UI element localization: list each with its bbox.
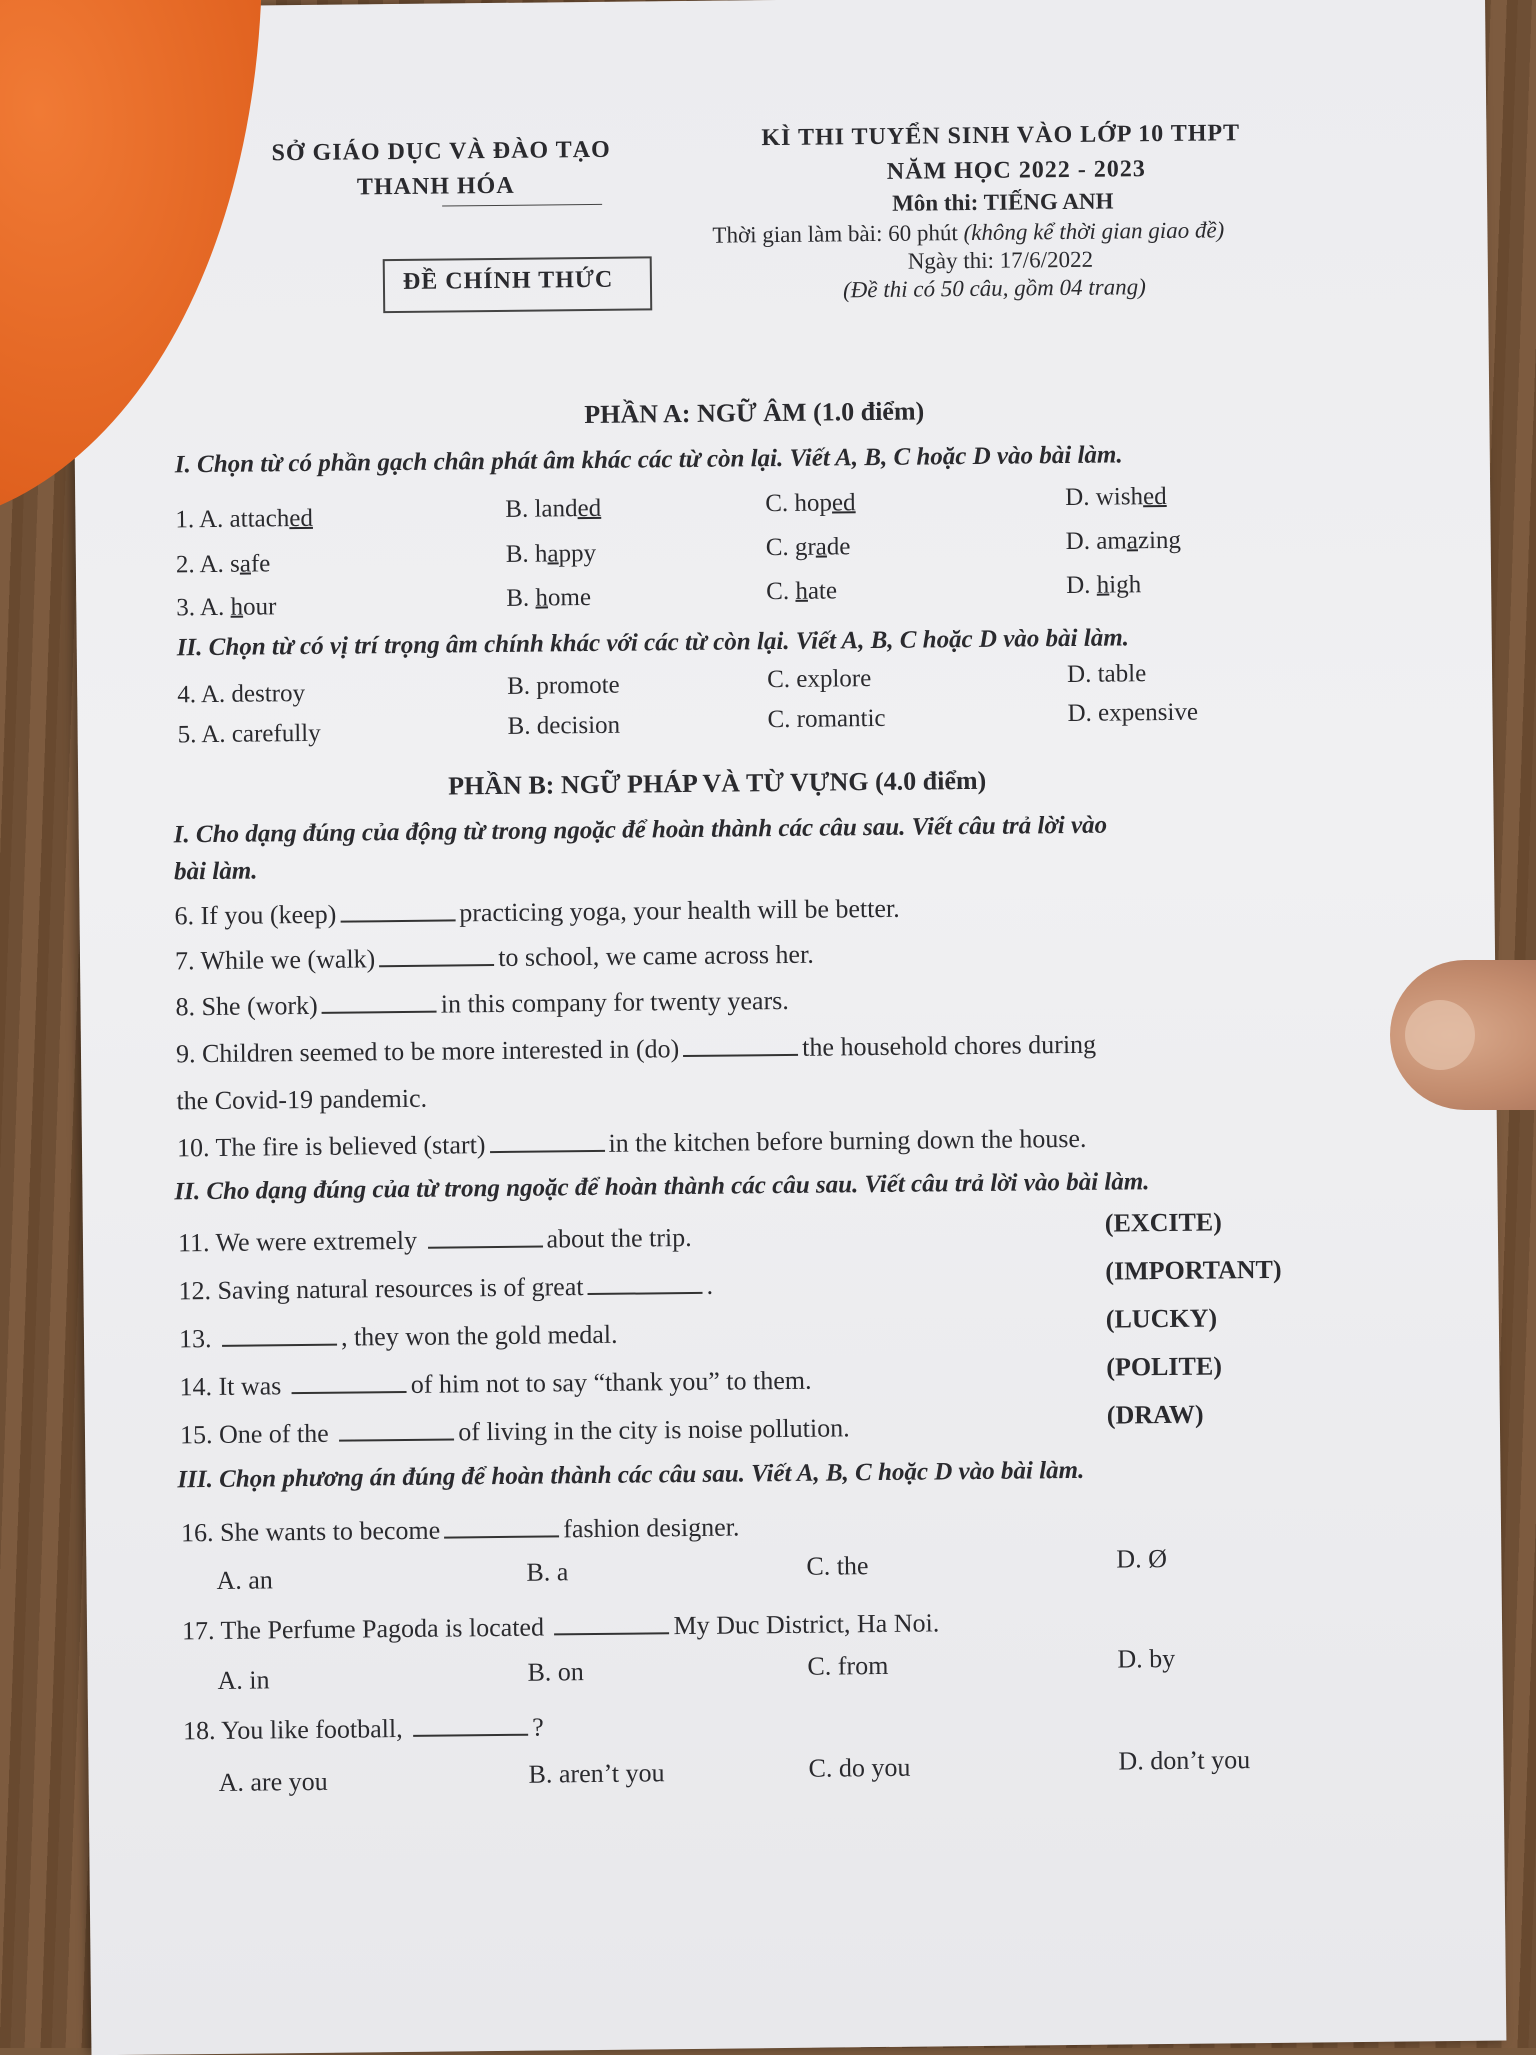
answer-blank [555, 1630, 670, 1635]
q5-option-c: C. romantic [767, 704, 886, 734]
page-count: (Đề thi có 50 câu, gồm 04 trang) [842, 274, 1146, 303]
question-15: 15. One of the of living in the city is noise pollution. [179, 1413, 850, 1450]
question-16: 16. She wants to become fashion designer. [180, 1512, 740, 1548]
part-a-instruction-1: I. Chọn từ có phần gạch chân phát âm khác các từ còn lại. Viết A, B, C hoặc D vào bài làm. [174, 441, 1123, 479]
q18-option-a: A. are you [218, 1766, 328, 1797]
q13-root-word: (LUCKY) [1105, 1303, 1218, 1334]
question-18: 18. You like football, ? [182, 1712, 544, 1746]
subject: Môn thi: TIẾNG ANH [892, 188, 1114, 216]
header-divider [442, 204, 602, 207]
question-8: 8. She (work) in this company for twenty years. [175, 985, 789, 1022]
question-12: 12. Saving natural resources is of great . [178, 1270, 714, 1306]
q15-root-word: (DRAW) [1106, 1399, 1204, 1430]
q11-root-word: (EXCITE) [1104, 1207, 1222, 1238]
q-number: 1. [175, 506, 195, 534]
q16-option-b: B. a [526, 1557, 569, 1587]
question-13: 13. , they won the gold medal. [178, 1319, 618, 1354]
part-b-instruction-1: I. Cho dạng đúng của động từ trong ngoặc để hoàn thành các câu sau. Viết câu trả lời vào [173, 811, 1108, 849]
answer-blank [339, 1436, 454, 1441]
school-year: NĂM HỌC 2022 - 2023 [886, 156, 1146, 185]
q18-option-b: B. aren’t you [528, 1758, 665, 1789]
answer-blank [222, 1342, 337, 1347]
question-3: 3. A. hour [176, 593, 277, 622]
official-label: ĐỀ CHÍNH THỨC [402, 266, 614, 295]
q3-option-d: D. high [1066, 571, 1142, 600]
q17-option-b: B. on [527, 1657, 584, 1687]
part-b-instruction-1-cont: bài làm. [173, 857, 258, 886]
question-5: 5. A. carefully [177, 719, 321, 749]
q1-option-a-underline: ed [289, 504, 314, 533]
question-4: 4. A. destroy [177, 679, 306, 709]
answer-blank [292, 1389, 407, 1394]
q2-option-c: C. grade [765, 533, 851, 562]
q17-option-a: A. in [217, 1665, 270, 1695]
q3-option-c: C. hate [766, 577, 838, 606]
q5-option-b: B. decision [507, 711, 621, 740]
q17-option-d: D. by [1117, 1643, 1176, 1674]
q2-option-d: D. amazing [1065, 526, 1182, 556]
exam-paper [70, 0, 1506, 2055]
q12-root-word: (IMPORTANT) [1105, 1254, 1282, 1286]
question-17: 17. The Perfume Pagoda is located My Duc District, Ha Noi. [181, 1608, 940, 1646]
answer-blank [379, 962, 494, 967]
answer-blank [340, 917, 455, 922]
question-9-cont: the Covid-19 pandemic. [176, 1083, 428, 1116]
answer-blank [322, 1009, 437, 1014]
part-b-instruction-2: II. Cho dạng đúng của từ trong ngoặc để hoàn thành các câu sau. Viết câu trả lời vào bài làm. [174, 1168, 1150, 1206]
q1-option-c: C. hoped [765, 489, 856, 518]
question-1 [175, 505, 313, 534]
answer-blank [428, 1244, 543, 1249]
q1-option-d: D. wished [1065, 482, 1167, 512]
answer-blank [490, 1148, 605, 1153]
q14-root-word: (POLITE) [1106, 1351, 1223, 1382]
exam-title: KÌ THI TUYỂN SINH VÀO LỚP 10 THPT [761, 120, 1241, 152]
question-7: 7. While we (walk) to school, we came across her. [174, 939, 814, 976]
province-name: THANH HÓA [356, 172, 515, 201]
q18-option-c: C. do you [808, 1752, 911, 1783]
q5-option-d: D. expensive [1067, 698, 1199, 728]
dept-name: SỞ GIÁO DỤC VÀ ĐÀO TẠO [271, 136, 611, 167]
part-b-title: PHẦN B: NGỮ PHÁP VÀ TỪ VỰNG (4.0 điểm) [448, 765, 987, 801]
part-a-title: PHẦN A: NGỮ ÂM (1.0 điểm) [584, 396, 925, 430]
question-9: 9. Children seemed to be more interested in (do) the household chores during [175, 1029, 1097, 1069]
q2-option-b: B. happy [505, 539, 597, 568]
time-limit [712, 217, 1224, 248]
q17-option-c: C. from [807, 1650, 889, 1681]
question-11: 11. We were extremely about the trip. [177, 1222, 692, 1258]
q16-option-d: D. Ø [1116, 1544, 1168, 1574]
q4-option-d: D. table [1066, 660, 1147, 689]
answer-blank [588, 1290, 703, 1295]
time-value: Thời gian làm bài: 60 phút [712, 220, 958, 248]
thumbnail [1405, 1000, 1475, 1070]
q1-option-b: B. landed [505, 494, 602, 523]
time-note: (không kể thời gian giao đề) [963, 217, 1225, 246]
q4-option-b: B. promote [507, 671, 620, 700]
exam-date: Ngày thi: 17/6/2022 [907, 246, 1094, 274]
q3-option-b: B. home [506, 583, 592, 612]
answer-blank [683, 1052, 798, 1057]
answer-blank [444, 1533, 559, 1538]
question-6: 6. If you (keep) practicing yoga, your health will be better. [174, 893, 900, 931]
q4-option-c: C. explore [766, 665, 872, 694]
question-10: 10. The fire is believed (start) in the kitchen before burning down the house. [176, 1123, 1087, 1163]
question-2: 2. A. safe [175, 550, 271, 579]
answer-blank [413, 1732, 528, 1737]
q1-option-a: A. attach [198, 505, 290, 534]
part-a-instruction-2: II. Chọn từ có vị trí trọng âm chính khác với các từ còn lại. Viết A, B, C hoặc D vào bài làm. [176, 624, 1130, 662]
question-14: 14. It was of him not to say “thank you” to them. [179, 1365, 812, 1402]
q16-option-a: A. an [216, 1565, 273, 1595]
q16-option-c: C. the [806, 1551, 869, 1581]
part-b-instruction-3: III. Chọn phương án đúng để hoàn thành các câu sau. Viết A, B, C hoặc D vào bài làm. [177, 1456, 1085, 1494]
q18-option-d: D. don’t you [1118, 1745, 1251, 1776]
